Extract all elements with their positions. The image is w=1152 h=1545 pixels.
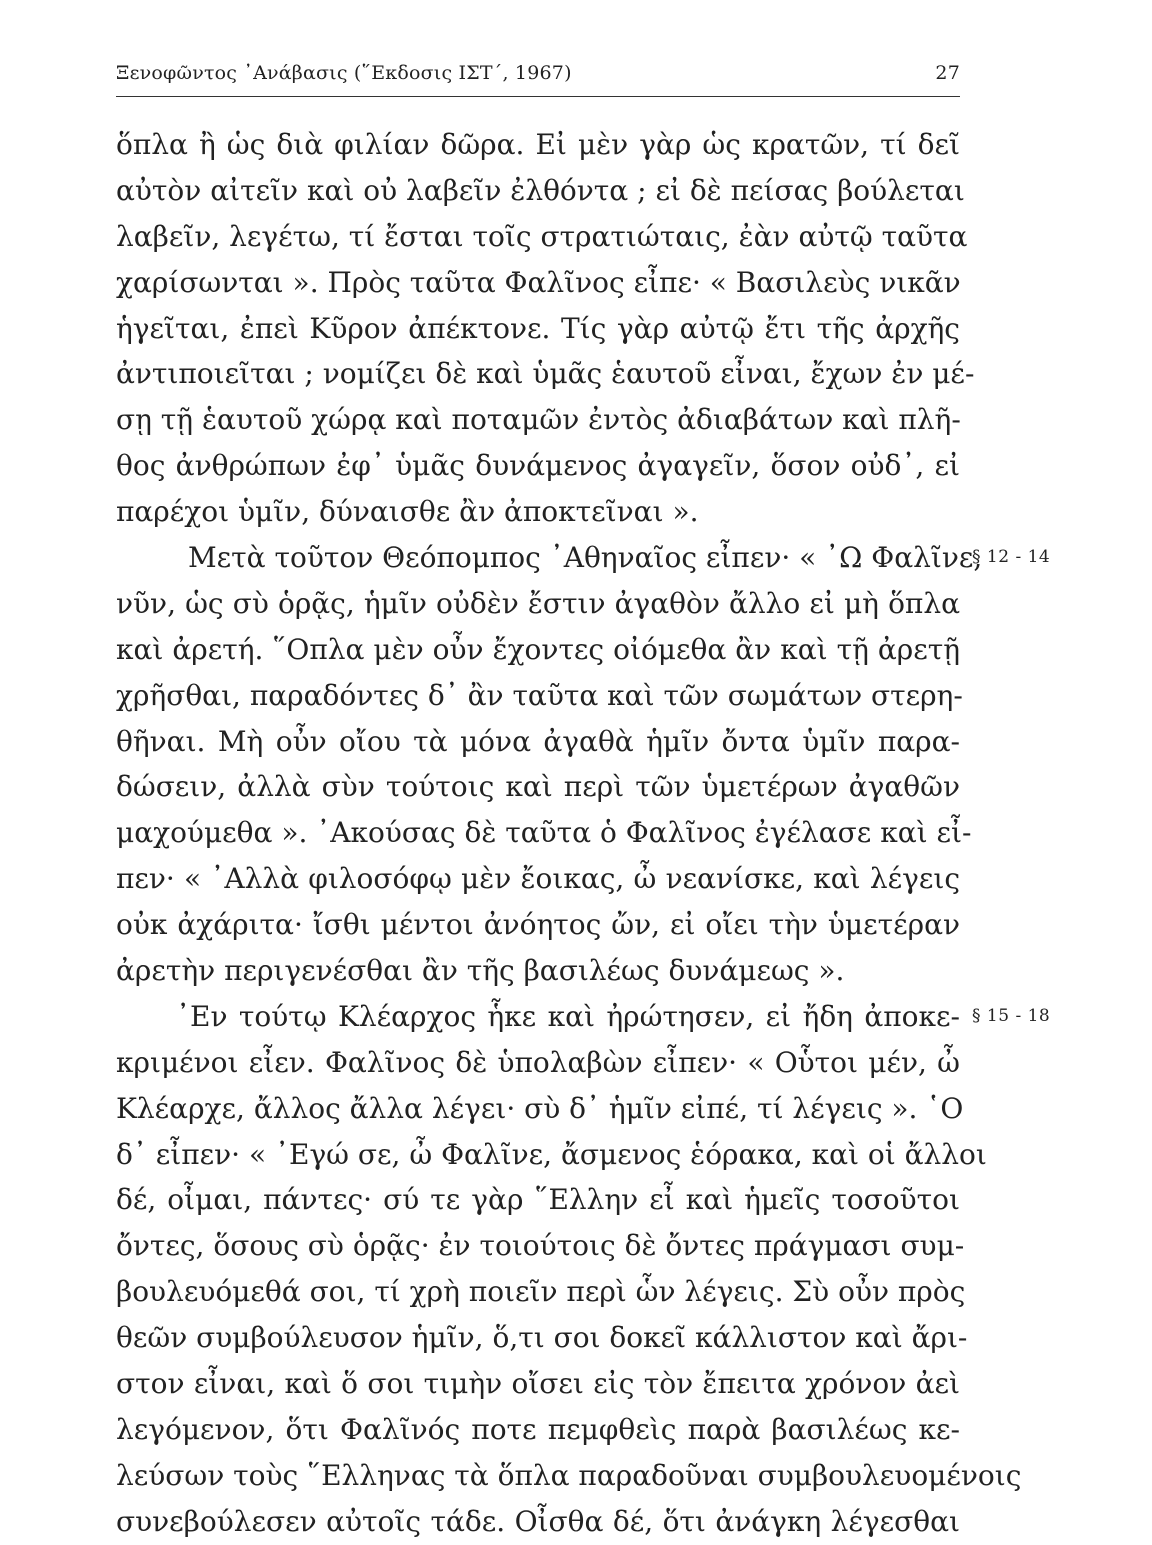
running-head xyxy=(116,62,960,88)
text-line: κριμένοι εἶεν. Φαλῖνος δὲ ὑπολαβὼν εἶπεν· « Οὗτοι μέν, ὦ xyxy=(116,1045,960,1079)
page-number: 27 xyxy=(935,62,960,84)
text-line: ἡγεῖται, ἐπεὶ Κῦρον ἀπέκτονε. Τίς γὰρ αὐτῷ ἔτι τῆς ἀρχῆς xyxy=(116,311,960,345)
text-line: βουλευόμεθά σοι, τί χρὴ ποιεῖν περὶ ὧν λέγεις. Σὺ οὖν πρὸς xyxy=(116,1275,966,1309)
text-line: αὐτὸν αἰτεῖν καὶ οὐ λαβεῖν ἐλθόντα ; εἰ δὲ πείσας βούλεται xyxy=(116,173,965,207)
header-rule xyxy=(116,96,960,97)
text-line: Κλέαρχε, ἄλλος ἄλλα λέγει· σὺ δ᾿ ἡμῖν εἰπέ, τί λέγεις ». ῾Ο xyxy=(116,1091,964,1125)
text-line: ὅπλα ἢ ὡς διὰ φιλίαν δῶρα. Εἰ μὲν γὰρ ὡς κρατῶν, τί δεῖ xyxy=(116,128,960,161)
paragraph-start-line: Μετὰ τοῦτον Θεόπομπος ᾿Αθηναῖος εἶπεν· « ᾿Ω Φαλῖνε, § 12 - 14 xyxy=(116,535,960,581)
text-line: πεν· « ᾿Αλλὰ φιλοσόφῳ μὲν ἔοικας, ὦ νεανίσκε, καὶ λέγεις xyxy=(116,862,960,896)
text-line: δέ, οἶμαι, πάντες· σύ τε γὰρ ῞Ελλην εἶ καὶ ἡμεῖς τοσοῦτοι xyxy=(116,1183,960,1217)
text-line: δώσειν, ἀλλὰ σὺν τούτοις καὶ περὶ τῶν ὑμετέρων ἀγαθῶν xyxy=(116,770,960,804)
text-line: δ᾿ εἶπεν· « ᾿Εγώ σε, ὦ Φαλῖνε, ἄσμενος ἑόρακα, καὶ οἱ ἄλλοι xyxy=(116,1137,987,1171)
text-line: ἀρετὴν περιγενέσθαι ἂν τῆς βασιλέως δυνάμεως ». xyxy=(116,954,845,988)
body-text xyxy=(116,122,1051,1545)
text-line: νῦν, ὡς σὺ ὁρᾷς, ἡμῖν οὐδὲν ἔστιν ἀγαθὸν ἄλλο εἰ μὴ ὅπλα xyxy=(116,586,960,620)
text-line: λαβεῖν, λεγέτω, τί ἔσται τοῖς στρατιώταις, ἐὰν αὐτῷ ταῦτα xyxy=(116,219,968,253)
text-line: χαρίσωνται ». Πρὸς ταῦτα Φαλῖνος εἶπε· « Βασιλεὺς νικᾶν xyxy=(116,265,961,299)
text-line: λεύσων τοὺς ῞Ελληνας τὰ ὅπλα παραδοῦναι συμβουλευομένοις xyxy=(116,1458,1022,1492)
section-reference: § 12 - 14 xyxy=(972,547,1051,568)
text-line: συνεβούλεσεν αὐτοῖς τάδε. Οἶσθα δέ, ὅτι ἀνάγκη λέγεσθαι xyxy=(116,1504,960,1538)
text-line: καὶ ἀρετή. ῞Οπλα μὲν οὖν ἔχοντες οἰόμεθα ἂν καὶ τῇ ἀρετῇ xyxy=(116,632,960,666)
text-line: λεγόμενον, ὅτι Φαλῖνός ποτε πεμφθεὶς παρὰ βασιλέως κε- xyxy=(116,1412,960,1446)
text-line: ὄντες, ὅσους σὺ ὁρᾷς· ἐν τοιούτοις δὲ ὄντες πράγμασι συμ- xyxy=(116,1229,965,1263)
section-reference: § 15 - 18 xyxy=(972,1005,1051,1026)
text-line: οὐκ ἀχάριτα· ἴσθι μέντοι ἀνόητος ὤν, εἰ οἴει τὴν ὑμετέραν xyxy=(116,908,960,942)
text-line: θῆναι. Μὴ οὖν οἴου τὰ μόνα ἀγαθὰ ἡμῖν ὄντα ὑμῖν παρα- xyxy=(116,724,960,758)
text-line: θεῶν συμβούλευσον ἡμῖν, ὅ,τι σοι δοκεῖ κάλλιστον καὶ ἄρι- xyxy=(116,1321,968,1355)
text-line: χρῆσθαι, παραδόντες δ᾿ ἂν ταῦτα καὶ τῶν σωμάτων στερη- xyxy=(116,678,963,712)
text-line: θος ἀνθρώπων ἐφ᾿ ὑμᾶς δυνάμενος ἀγαγεῖν, ὅσον οὐδ᾿, εἰ xyxy=(116,449,960,483)
text-line: στον εἶναι, καὶ ὅ σοι τιμὴν οἴσει εἰς τὸν ἔπειτα χρόνον ἀεὶ xyxy=(116,1367,960,1401)
text-line: σῃ τῇ ἑαυτοῦ χώρᾳ καὶ ποταμῶν ἐντὸς ἀδιαβάτων καὶ πλῆ- xyxy=(116,403,961,437)
book-title: Ξενοφῶντος ᾿Ανάβασις (῞Εκδοσις ΙΣΤ΄, 1967) xyxy=(116,62,572,84)
text-line: μαχούμεθα ». ᾿Ακούσας δὲ ταῦτα ὁ Φαλῖνος ἐγέλασε καὶ εἶ- xyxy=(116,816,972,850)
text-line: παρέχοι ὑμῖν, δύναισθε ἂν ἀποκτεῖναι ». xyxy=(116,495,699,529)
text-line: ἀντιποιεῖται ; νομίζει δὲ καὶ ὑμᾶς ἑαυτοῦ εἶναι, ἔχων ἐν μέ- xyxy=(116,357,975,391)
paragraph-start-line: ᾿Εν τούτῳ Κλέαρχος ἧκε καὶ ἠρώτησεν, εἰ ἤδη ἀποκε- § 15 - 18 xyxy=(116,994,960,1040)
